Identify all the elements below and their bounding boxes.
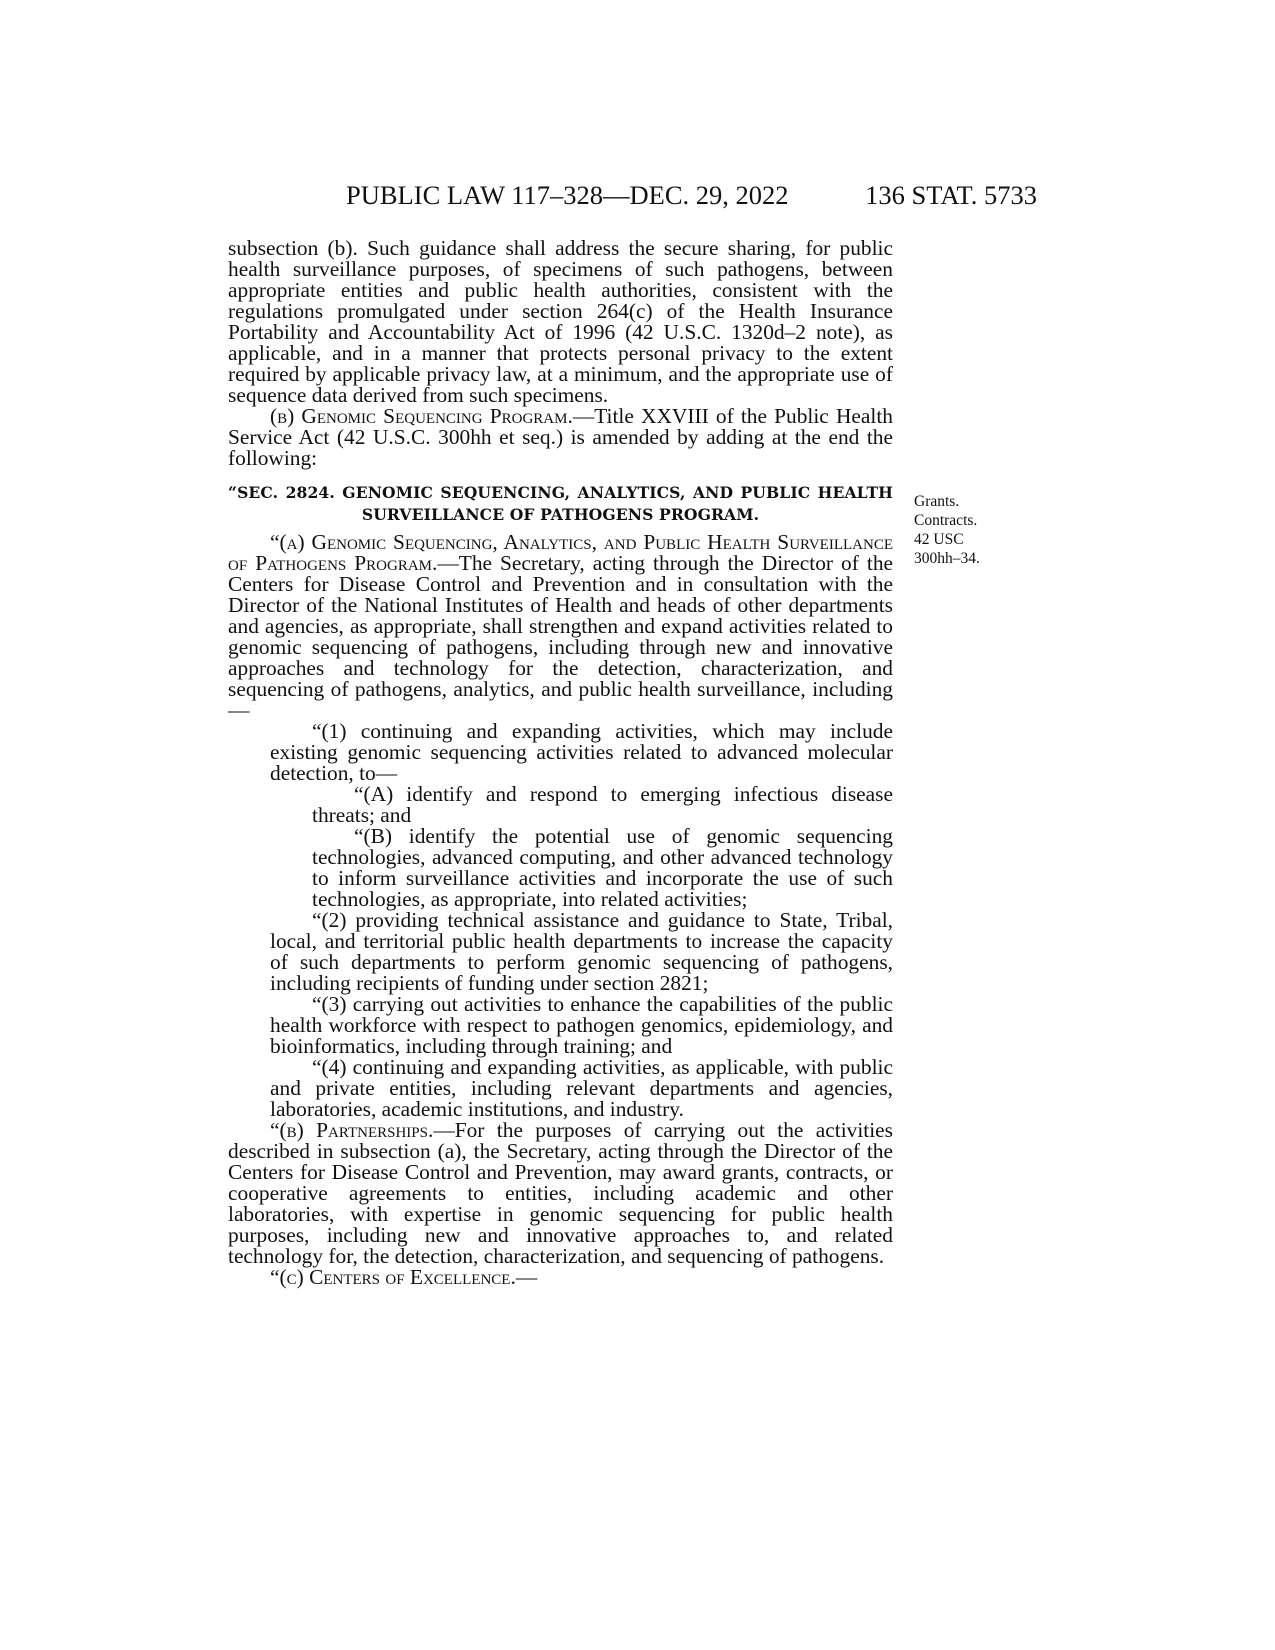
running-head xyxy=(228,177,1037,213)
public-law-citation: PUBLIC LAW 117–328—DEC. 29, 2022 xyxy=(346,180,789,210)
paragraph-2: “(2) providing technical assistance and guidance to State, Tribal, local, and territorial public health departments to increase the capacity of such departments to perform genomic sequencing of pathogens, including recipients of funding under section 2821; xyxy=(270,908,893,995)
subsection-b-text: —Title XXVIII of the Public Health Service Act (42 U.S.C. 300hh et seq.) is amended by adding at the end the following: xyxy=(228,404,893,470)
subparagraph-b: “(B) identify the potential use of genomic sequencing technologies, advanced computing, and other advanced technology to inform surveillance activities and incorporate the use of such technologies, as appropriate, into related activities; xyxy=(312,824,893,911)
partnerships-heading: “(b) Partnerships. xyxy=(270,1118,434,1142)
subsection-a-text: —The Secretary, acting through the Director of the Centers for Disease Control and Prevention and in consultation with the Director of the National Institutes of Health and heads of other departments and agencies, as appropriate, shall strengthen and expand activities related to genomic sequencing of pathogens, including through new and innovative approaches and technology for the detection, characterization, and sequencing of pathogens, analytics, and public health surveillance, including— xyxy=(228,551,894,722)
subsection-b-heading: (b) Genomic Sequencing Program. xyxy=(270,404,573,428)
section-heading-line-2: SURVEILLANCE OF PATHOGENS PROGRAM. xyxy=(361,505,760,524)
intro-paragraph: subsection (b). Such guidance shall address the secure sharing, for public health surveillance purposes, of specimens of such pathogens, between appropriate entities and public health authorities, consistent with the regulations promulgated under section 264(c) of the Health Insurance Portability and Accountability Act of 1996 (42 U.S.C. 1320d–2 note), as applicable, and in a manner that protects personal privacy to the extent required by applicable privacy law, at a minimum, and the appropriate use of sequence data derived from such specimens. xyxy=(228,236,893,407)
statute-body xyxy=(228,238,893,1288)
subsection-a-paragraph xyxy=(228,532,893,721)
margin-note-line: Contracts. xyxy=(914,512,978,529)
partnerships-text: —For the purposes of carrying out the activities described in subsection (a), the Secretary, acting through the Director of the Centers for Disease Control and Prevention, may award grants, contracts, or cooperative agreements to entities, including academic and other laboratories, with expertise in genomic sequencing for public health purposes, including new and innovative approaches to, and related technology for, the detection, characterization, and sequencing of pathogens. xyxy=(228,1118,893,1268)
paragraph-4: “(4) continuing and expanding activities, as applicable, with public and private entities, including relevant departments and agencies, laboratories, academic institutions, and industry. xyxy=(270,1055,893,1121)
partnerships-paragraph xyxy=(228,1120,893,1267)
centers-of-excellence-heading: “(c) Centers of Excellence. xyxy=(270,1265,516,1289)
subsection-b-paragraph xyxy=(228,406,893,469)
margin-note xyxy=(914,492,1024,568)
margin-note-line: 42 USC xyxy=(914,531,964,548)
subparagraph-a: “(A) identify and respond to emerging infectious disease threats; and xyxy=(312,782,893,827)
centers-of-excellence-dash: — xyxy=(515,1265,538,1289)
margin-note-line: Grants. xyxy=(914,493,960,510)
paragraph-3: “(3) carrying out activities to enhance the capabilities of the public health workforce with respect to pathogen genomics, epidemiology, and bioinformatics, including through training; and xyxy=(270,992,893,1058)
subsection-a-heading: “(a) Genomic Sequencing, Analytics, and Public Health Surveillance of Pathogens Program. xyxy=(228,530,893,575)
statute-page-number: 136 STAT. 5733 xyxy=(865,180,1037,210)
section-heading-line-1: “SEC. 2824. GENOMIC SEQUENCING, ANALYTICS, AND PUBLIC HEALTH xyxy=(228,483,893,502)
paragraph-1: “(1) continuing and expanding activities, which may include existing genomic sequencing activities related to advanced molecular detection, to— xyxy=(270,719,893,785)
centers-of-excellence-paragraph xyxy=(228,1267,893,1288)
section-heading xyxy=(228,482,893,526)
margin-note-line: 300hh–34. xyxy=(914,550,980,567)
